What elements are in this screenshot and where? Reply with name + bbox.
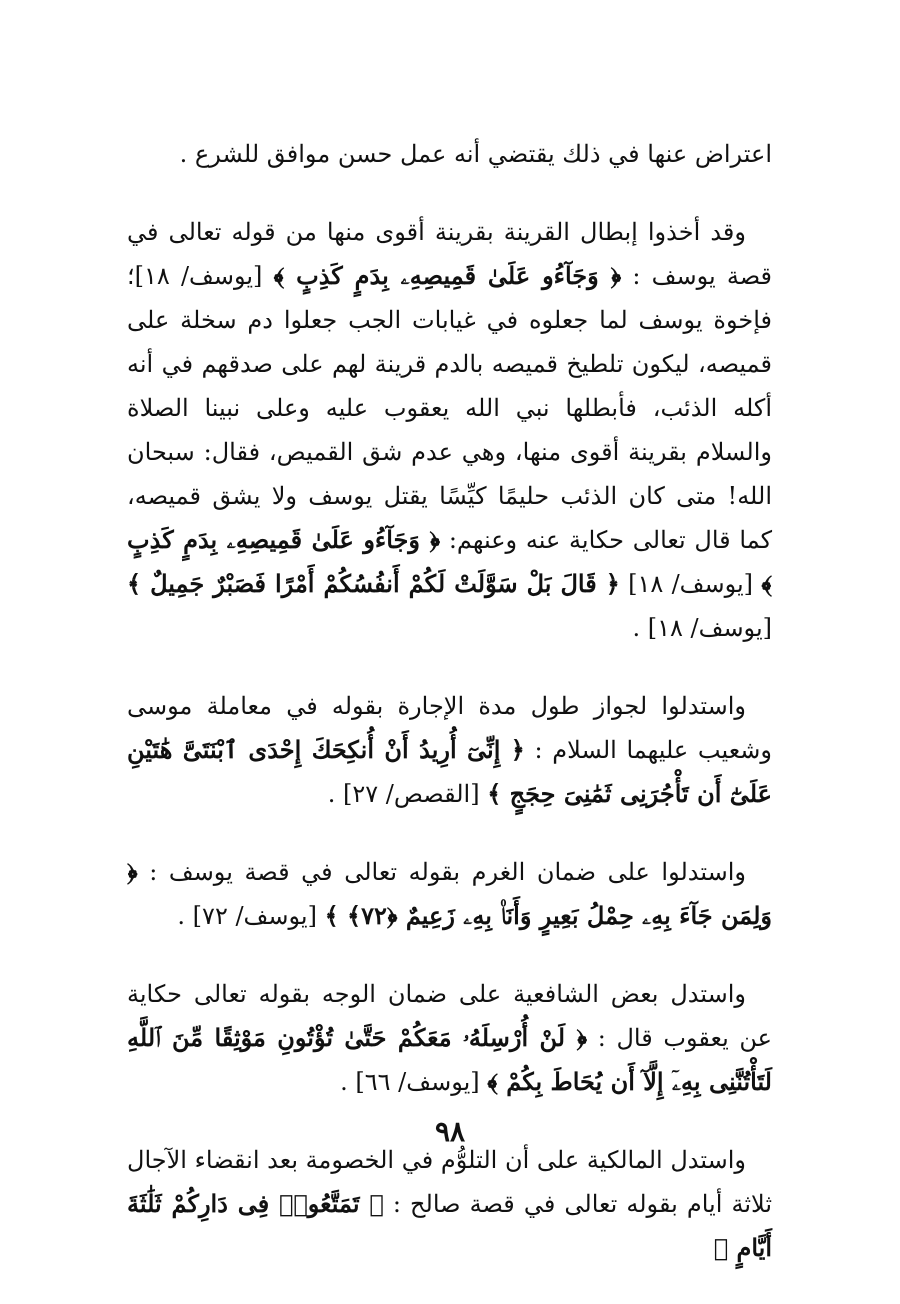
quran-verse: ﴿ وَلِمَن جَآءَ بِهِۦ حِمْلُ بَعِيرٍ وَأَنَا۠ بِهِۦ زَعِيمٌ ﴿٧٢﴾ ﴾: [127, 857, 772, 930]
paragraph-text: وقد أخذوا إبطال القرينة بقرينة أقوى منها من قوله تعالى في قصة يوسف :: [127, 218, 772, 290]
quran-verse: ﴿ قَالَ بَلْ سَوَّلَتْ لَكُمْ أَنفُسُكُمْ أَمْرًا فَصَبْرٌ جَمِيلٌ ﴾: [127, 569, 620, 598]
paragraph-3: [127, 684, 772, 816]
verse-reference: [القصص/ ٢٧] .: [327, 780, 488, 808]
verse-reference: [يوسف/ ١٨] .: [632, 614, 772, 642]
paragraph-6: [127, 1138, 772, 1270]
page-number: ٩٨: [434, 1115, 466, 1148]
verse-reference: [يوسف/ ٧٢] .: [177, 902, 325, 930]
verse-reference: [يوسف/ ١٨]: [619, 570, 762, 598]
quran-verse: ﴿ إِنِّىٓ أُرِيدُ أَنْ أُنكِحَكَ إِحْدَى ٱبْنَتَىَّ هَٰتَيْنِ عَلَىٰٓ أَن تَأْجُرَنِى ثَمَٰنِىَ حِجَجٍ ﴾: [127, 735, 772, 808]
paragraph-2: [127, 210, 772, 650]
paragraph-text: واستدل بعض الشافعية على ضمان الوجه بقوله تعالى حكاية عن يعقوب قال :: [127, 980, 772, 1052]
paragraph-text: واستدلوا لجواز طول مدة الإجارة بقوله في معاملة موسى وشعيب عليهما السلام :: [127, 692, 773, 764]
paragraph-text: اعتراض عنها في ذلك يقتضي أنه عمل حسن موافق للشرع .: [179, 140, 772, 168]
paragraph-5: [127, 972, 772, 1104]
quran-verse: ﴿ وَجَآءُو عَلَىٰ قَمِيصِهِۦ بِدَمٍ كَذِبٍ ﴾: [273, 261, 622, 290]
paragraph-text: واستدل المالكية على أن التلوُّم في الخصومة بعد انقضاء الآجال ثلاثة أيام بقوله تعالى في قصة صالح :: [127, 1146, 772, 1218]
paragraph-text: [يوسف/ ١٨]؛ فإخوة يوسف لما جعلوه في غيابات الجب جعلوا دم سخلة على قميصه، ليكون تلطيخ قميصه بالدم قرينة لهم على صدقهم في أنه أكله الذئب، فأبطلها نبي الله يعقوب عليه وعلى نبينا الصلاة والسلام بقرينة أقوى منها، وهي عدم شق القميص، فقال: سبحان الله! متى كان الذئب حليمًا كيِّسًا يقتل يوسف ولا يشق قميصه، كما قال تعالى حكاية عنه وعنهم:: [127, 262, 773, 554]
paragraph-4: [127, 850, 772, 938]
quran-verse: ﴿ تَمَتَّعُوا۟ فِى دَارِكُمْ ثَلَٰثَةَ أَيَّامٍ ﴾: [127, 1189, 772, 1262]
paragraph-text: واستدلوا على ضمان الغرم بقوله تعالى في قصة يوسف :: [137, 858, 746, 886]
quran-verse: ﴿ وَجَآءُو عَلَىٰ قَمِيصِهِۦ بِدَمٍ كَذِبٍ ﴾: [127, 525, 772, 598]
paragraph-1: [127, 132, 772, 176]
verse-reference: [يوسف/ ٦٦] .: [340, 1068, 488, 1096]
quran-verse: ﴿ لَنْ أُرْسِلَهُۥ مَعَكُمْ حَتَّىٰ تُؤْتُونِ مَوْثِقًا مِّنَ ٱللَّهِ لَتَأْتُنَّنِى بِهِۦٓ إِلَّآ أَن يُحَاطَ بِكُمْ ﴾: [127, 1023, 772, 1096]
